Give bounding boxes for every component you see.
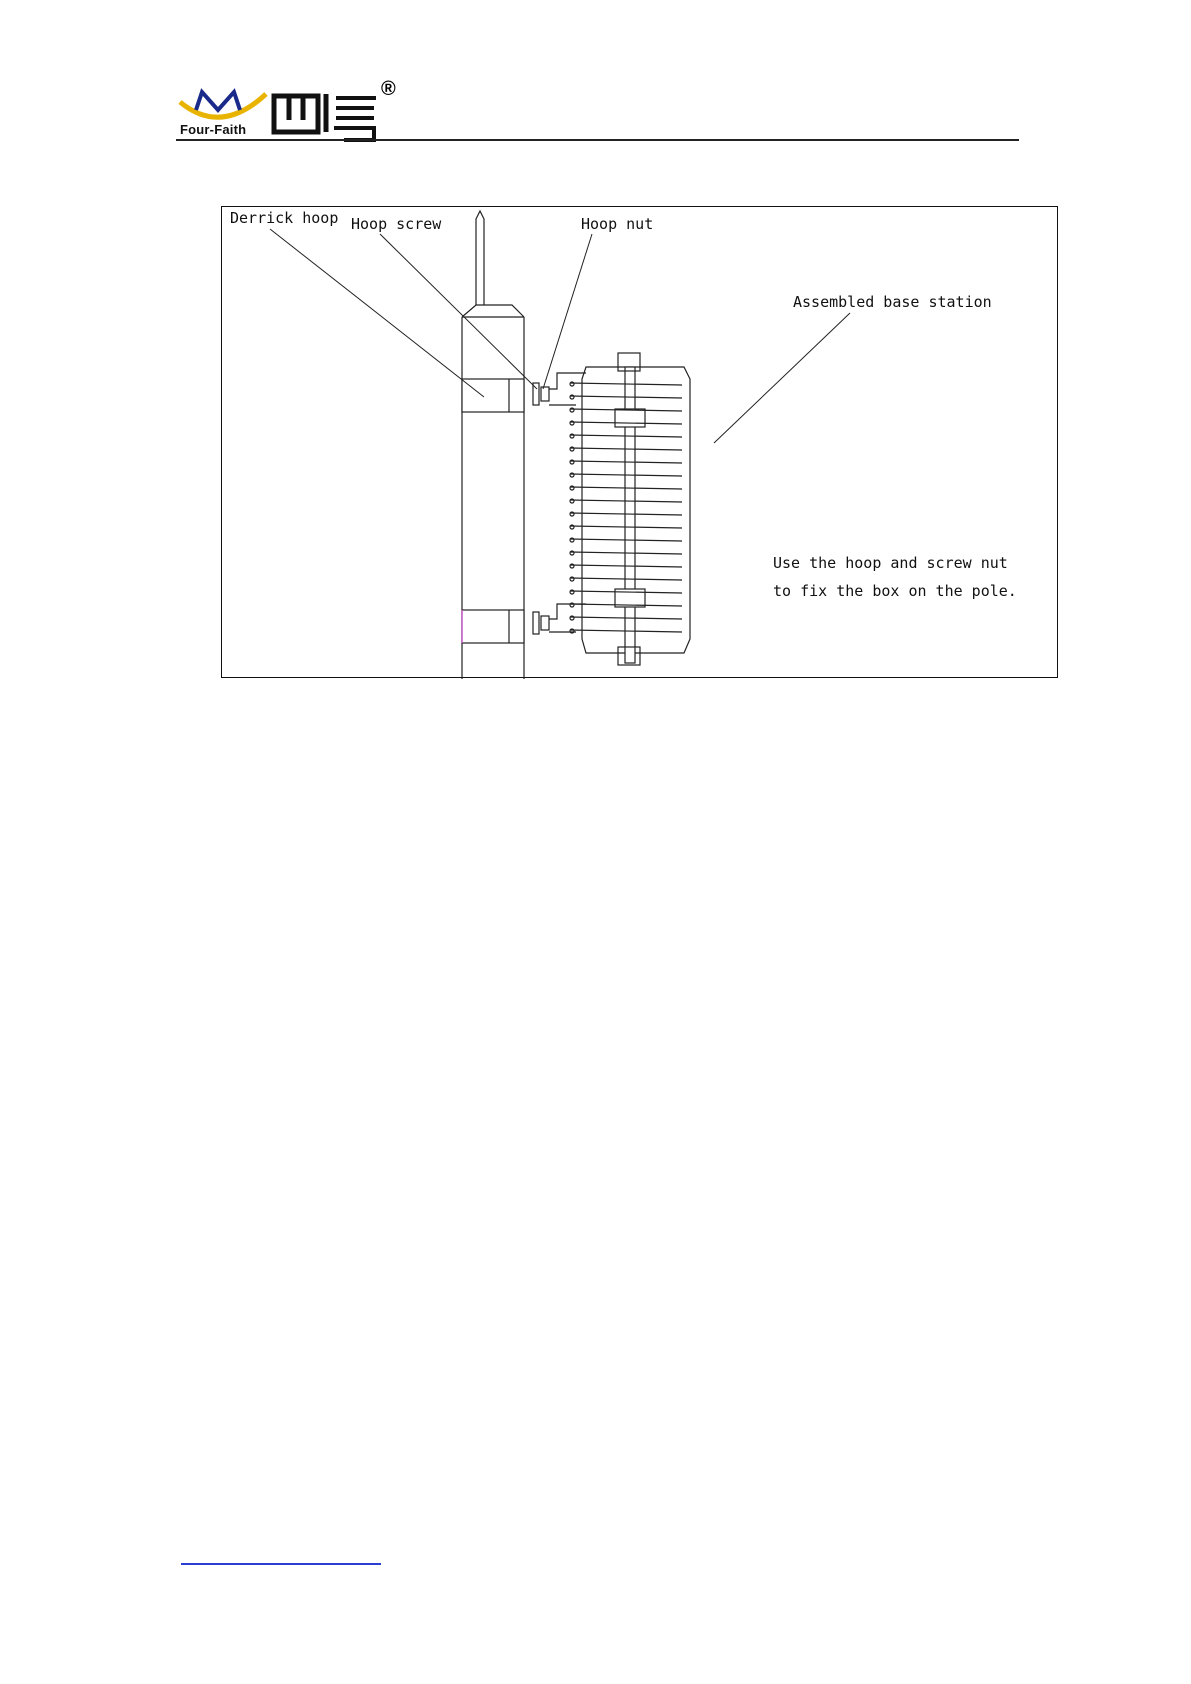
footer-link-underline[interactable] xyxy=(181,1563,381,1565)
installation-figure xyxy=(221,206,1058,678)
company-logo xyxy=(176,80,416,144)
fin-rivet xyxy=(570,577,574,581)
fin-rivet xyxy=(570,590,574,594)
registered-mark: ® xyxy=(381,78,396,100)
page-header xyxy=(176,80,1019,144)
label-hoop-nut: Hoop nut xyxy=(581,215,654,233)
pole-mount-diagram xyxy=(222,207,1059,679)
fin-rivet xyxy=(570,603,574,607)
label-derrick-hoop: Derrick hoop xyxy=(230,209,339,227)
fin-rivet xyxy=(570,629,574,633)
fin-rivet xyxy=(570,512,574,516)
label-hoop-screw: Hoop screw xyxy=(351,215,442,233)
fin-rivet xyxy=(570,551,574,555)
instruction-line-1: Use the hoop and screw nut xyxy=(773,554,1008,572)
label-assembled-base-station: Assembled base station xyxy=(793,293,992,311)
logo-latin-text: Four-Faith xyxy=(180,122,247,137)
fin-rivet xyxy=(570,564,574,568)
header-rule xyxy=(176,139,1019,141)
fin-rivet xyxy=(570,525,574,529)
instruction-line-2: to fix the box on the pole. xyxy=(773,582,1017,600)
fin-rivet xyxy=(570,616,574,620)
fin-rivet xyxy=(570,538,574,542)
